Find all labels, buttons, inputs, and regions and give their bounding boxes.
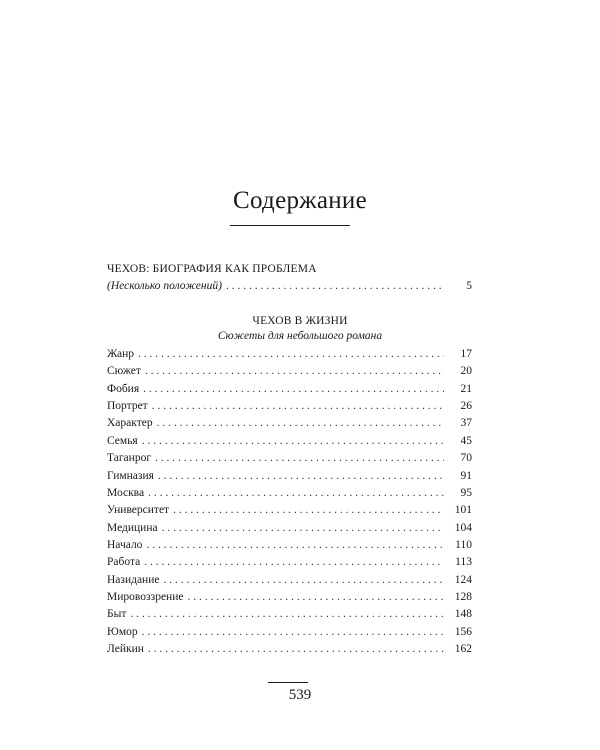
toc-entry[interactable] — [107, 606, 472, 623]
toc-entry-page: 110 — [455, 538, 472, 551]
toc-entry-page: 148 — [454, 608, 472, 621]
toc-entry[interactable] — [107, 572, 472, 589]
page-number: 539 — [288, 687, 312, 703]
toc-entry-label: Портрет — [107, 400, 148, 413]
dot-leader — [163, 572, 444, 589]
toc-entry-page: 113 — [455, 556, 472, 569]
toc-entry-label: (Несколько положений) — [107, 280, 222, 292]
part-heading-life: ЧЕХОВ В ЖИЗНИ — [252, 315, 348, 327]
toc-entry-label: Характер — [107, 417, 153, 430]
dot-leader — [155, 450, 444, 467]
dot-leader — [148, 641, 444, 658]
toc-entry-label: Быт — [107, 608, 127, 621]
dot-leader — [142, 433, 444, 450]
toc-entry-page: 95 — [460, 486, 472, 499]
toc-entry[interactable] — [107, 641, 472, 658]
dot-leader — [142, 624, 444, 641]
part-heading-biography: ЧЕХОВ: БИОГРАФИЯ КАК ПРОБЛЕМА — [107, 263, 317, 275]
toc-entry-page: 162 — [454, 643, 472, 655]
toc-entry-label: Университет — [107, 504, 170, 517]
toc-entry[interactable] — [107, 589, 472, 606]
toc-entry-label: Семья — [107, 434, 138, 447]
toc-entry[interactable] — [107, 450, 472, 467]
toc-entry[interactable] — [107, 468, 472, 485]
toc-entry[interactable] — [107, 346, 472, 363]
toc-entry[interactable] — [107, 520, 472, 537]
part-subtitle: Сюжеты для небольшого романа — [217, 330, 383, 342]
toc-entry-page: 21 — [460, 382, 472, 395]
toc-entry-page: 128 — [454, 590, 472, 603]
toc-entry[interactable] — [107, 537, 472, 554]
toc-entry-page: 45 — [460, 434, 472, 447]
toc-entry-label: Таганрог — [107, 452, 152, 465]
dot-leader — [158, 468, 444, 485]
dot-leader — [148, 485, 444, 502]
dot-leader — [130, 606, 444, 623]
toc-entry-page: 70 — [460, 452, 472, 465]
dot-leader — [162, 520, 444, 537]
dot-leader — [144, 554, 444, 571]
toc-entry-label: Жанр — [107, 348, 135, 360]
toc-entry[interactable] — [107, 485, 472, 502]
toc-entry-page: 91 — [460, 469, 472, 482]
toc-entry[interactable] — [107, 398, 472, 415]
toc-entry-label: Медицина — [107, 521, 158, 534]
toc-entry[interactable] — [107, 502, 472, 519]
dot-leader — [146, 537, 444, 554]
toc-entry-label: Москва — [107, 486, 145, 499]
toc-entry[interactable] — [107, 415, 472, 432]
dot-leader — [138, 346, 444, 363]
dot-leader — [145, 363, 444, 380]
toc-entry-label: Мировоззрение — [107, 590, 184, 603]
toc-entry-page: 17 — [460, 348, 472, 360]
toc-entry-label: Гимназия — [107, 469, 154, 482]
toc-entry-positions[interactable] — [107, 278, 472, 295]
title-underline — [230, 225, 350, 226]
toc-entry-label: Назидание — [107, 573, 160, 586]
dot-leader — [143, 381, 444, 398]
dot-leader — [152, 398, 444, 415]
dot-leader — [226, 278, 444, 295]
toc-entry-label: Начало — [107, 538, 143, 551]
toc-entry-page: 101 — [454, 504, 472, 517]
toc-entry[interactable] — [107, 624, 472, 641]
toc-entry-page: 104 — [454, 521, 472, 534]
toc-entry-page: 156 — [454, 625, 472, 638]
dot-leader — [173, 502, 444, 519]
toc-entry-page: 5 — [466, 280, 472, 292]
toc-entry-page: 124 — [454, 573, 472, 586]
toc-entry-label: Работа — [107, 556, 141, 569]
dot-leader — [187, 589, 444, 606]
toc-entry-page: 37 — [460, 417, 472, 430]
toc-entry[interactable] — [107, 363, 472, 380]
toc-entry-page: 26 — [460, 400, 472, 413]
footer-rule — [268, 682, 308, 683]
page-title: Содержание — [233, 187, 367, 214]
toc-entry-page: 20 — [460, 365, 472, 378]
toc-entry[interactable] — [107, 554, 472, 571]
toc-entry-label: Сюжет — [107, 365, 141, 378]
toc-entry[interactable] — [107, 433, 472, 450]
toc-entry-label: Юмор — [107, 625, 138, 638]
toc-entry[interactable] — [107, 381, 472, 398]
toc-entry-label: Лейкин — [107, 643, 144, 655]
toc-entry-label: Фобия — [107, 382, 140, 395]
dot-leader — [157, 415, 444, 432]
